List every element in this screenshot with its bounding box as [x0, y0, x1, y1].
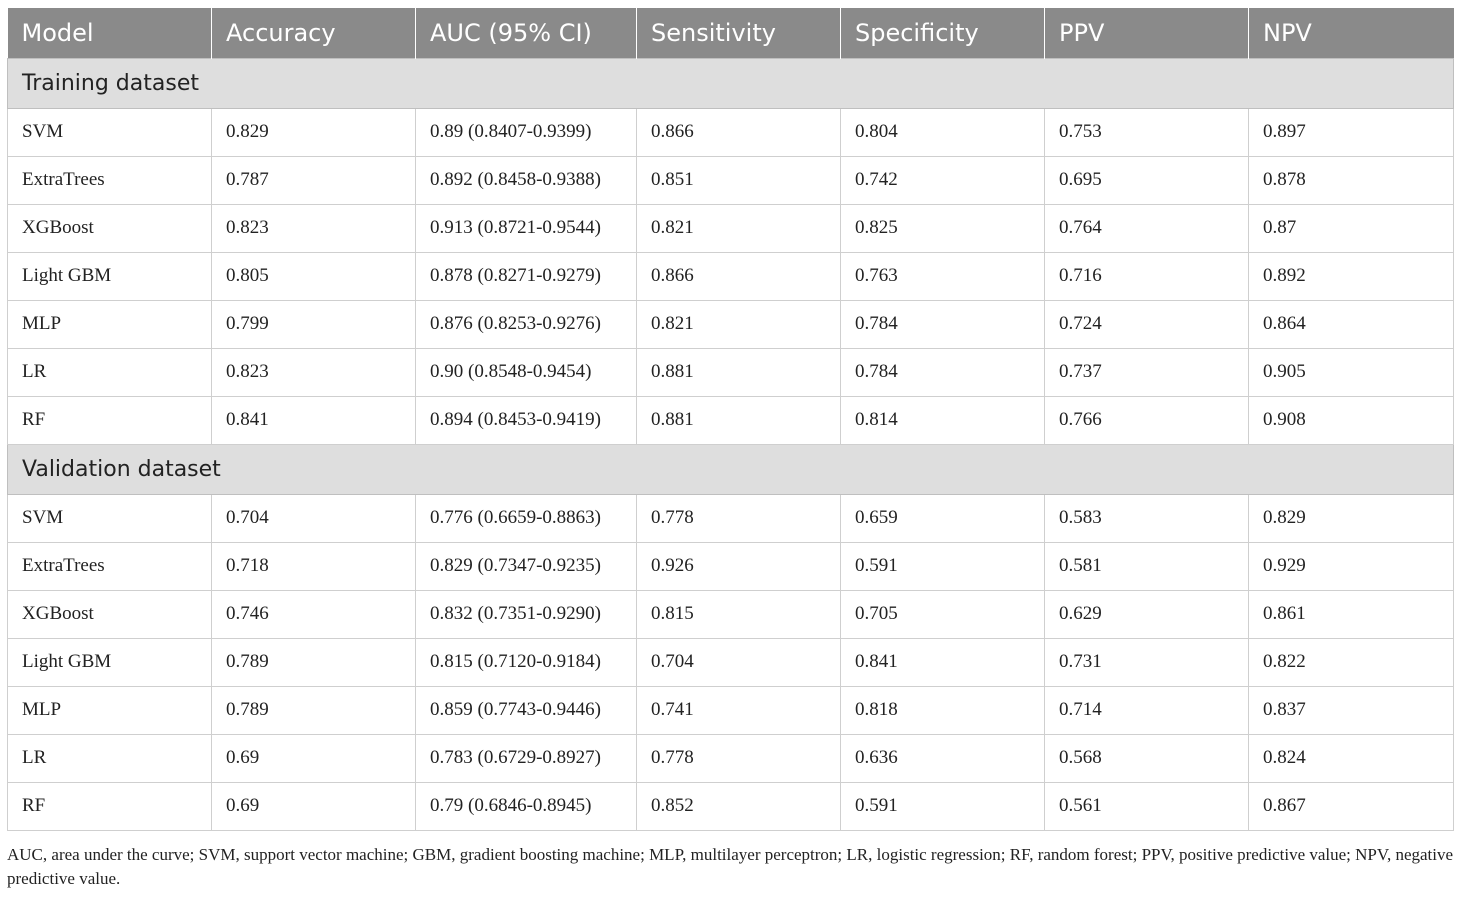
- table-cell: 0.829: [1249, 494, 1454, 542]
- table-cell: 0.704: [212, 494, 416, 542]
- table-cell: SVM: [8, 494, 212, 542]
- table-row: [8, 590, 1454, 638]
- table-cell: SVM: [8, 108, 212, 156]
- table-cell: 0.894 (0.8453-0.9419): [416, 396, 637, 444]
- table-cell: 0.897: [1249, 108, 1454, 156]
- table-cell: 0.851: [637, 156, 841, 204]
- header-sensitivity: Sensitivity: [637, 8, 841, 58]
- table-cell: 0.716: [1045, 252, 1249, 300]
- table-cell: 0.821: [637, 300, 841, 348]
- table-row: [8, 348, 1454, 396]
- table-cell: 0.581: [1045, 542, 1249, 590]
- table-cell: 0.659: [841, 494, 1045, 542]
- table-cell: 0.737: [1045, 348, 1249, 396]
- table-row: [8, 494, 1454, 542]
- table-cell: 0.908: [1249, 396, 1454, 444]
- table-cell: 0.753: [1045, 108, 1249, 156]
- table-cell: 0.823: [212, 204, 416, 252]
- table-cell: 0.583: [1045, 494, 1249, 542]
- table-row: [8, 396, 1454, 444]
- table-cell: MLP: [8, 686, 212, 734]
- table-cell: 0.905: [1249, 348, 1454, 396]
- table-cell: 0.714: [1045, 686, 1249, 734]
- table-cell: 0.821: [637, 204, 841, 252]
- table-cell: 0.87: [1249, 204, 1454, 252]
- table-cell: 0.841: [841, 638, 1045, 686]
- table-cell: 0.629: [1045, 590, 1249, 638]
- table-cell: MLP: [8, 300, 212, 348]
- table-cell: XGBoost: [8, 204, 212, 252]
- table-cell: 0.859 (0.7743-0.9446): [416, 686, 637, 734]
- table-cell: 0.568: [1045, 734, 1249, 782]
- table-cell: 0.823: [212, 348, 416, 396]
- table-cell: 0.731: [1045, 638, 1249, 686]
- table-cell: Light GBM: [8, 252, 212, 300]
- table-cell: 0.818: [841, 686, 1045, 734]
- table-cell: 0.822: [1249, 638, 1454, 686]
- table-cell: 0.825: [841, 204, 1045, 252]
- table-row: [8, 252, 1454, 300]
- header-model: Model: [8, 8, 212, 58]
- table-row: [8, 204, 1454, 252]
- table-cell: 0.89 (0.8407-0.9399): [416, 108, 637, 156]
- section-row: [8, 444, 1454, 494]
- table-cell: XGBoost: [8, 590, 212, 638]
- table-cell: 0.704: [637, 638, 841, 686]
- table-cell: 0.841: [212, 396, 416, 444]
- table-cell: 0.861: [1249, 590, 1454, 638]
- table-cell: 0.815: [637, 590, 841, 638]
- results-table-container: [7, 8, 1453, 831]
- table-cell: 0.746: [212, 590, 416, 638]
- table-cell: 0.864: [1249, 300, 1454, 348]
- table-cell: 0.776 (0.6659-0.8863): [416, 494, 637, 542]
- table-cell: 0.805: [212, 252, 416, 300]
- header-row: [8, 8, 1454, 58]
- table-cell: 0.881: [637, 396, 841, 444]
- header-auc: AUC (95% CI): [416, 8, 637, 58]
- table-row: [8, 734, 1454, 782]
- table-header: [8, 8, 1454, 58]
- table-row: [8, 108, 1454, 156]
- table-row: [8, 156, 1454, 204]
- table-cell: 0.789: [212, 686, 416, 734]
- table-cell: 0.876 (0.8253-0.9276): [416, 300, 637, 348]
- table-cell: 0.591: [841, 782, 1045, 830]
- table-cell: 0.705: [841, 590, 1045, 638]
- table-cell: RF: [8, 396, 212, 444]
- header-accuracy: Accuracy: [212, 8, 416, 58]
- header-ppv: PPV: [1045, 8, 1249, 58]
- table-cell: 0.799: [212, 300, 416, 348]
- table-cell: 0.892: [1249, 252, 1454, 300]
- table-cell: 0.878 (0.8271-0.9279): [416, 252, 637, 300]
- table-cell: 0.724: [1045, 300, 1249, 348]
- table-cell: 0.837: [1249, 686, 1454, 734]
- table-cell: 0.741: [637, 686, 841, 734]
- section-title: Validation dataset: [8, 444, 1454, 494]
- table-cell: 0.832 (0.7351-0.9290): [416, 590, 637, 638]
- table-cell: 0.878: [1249, 156, 1454, 204]
- table-cell: 0.804: [841, 108, 1045, 156]
- table-cell: 0.695: [1045, 156, 1249, 204]
- table-row: [8, 638, 1454, 686]
- table-cell: 0.778: [637, 494, 841, 542]
- table-cell: 0.79 (0.6846-0.8945): [416, 782, 637, 830]
- table-cell: RF: [8, 782, 212, 830]
- table-cell: 0.787: [212, 156, 416, 204]
- table-cell: 0.636: [841, 734, 1045, 782]
- table-cell: LR: [8, 348, 212, 396]
- table-cell: 0.783 (0.6729-0.8927): [416, 734, 637, 782]
- table-cell: 0.852: [637, 782, 841, 830]
- table-row: [8, 300, 1454, 348]
- table-cell: 0.591: [841, 542, 1045, 590]
- table-cell: 0.829: [212, 108, 416, 156]
- table-cell: LR: [8, 734, 212, 782]
- header-npv: NPV: [1249, 8, 1454, 58]
- table-cell: 0.814: [841, 396, 1045, 444]
- table-cell: ExtraTrees: [8, 156, 212, 204]
- section-row: [8, 58, 1454, 108]
- table-cell: ExtraTrees: [8, 542, 212, 590]
- table-cell: 0.866: [637, 252, 841, 300]
- table-cell: 0.561: [1045, 782, 1249, 830]
- table-cell: 0.778: [637, 734, 841, 782]
- table-cell: 0.742: [841, 156, 1045, 204]
- table-cell: 0.824: [1249, 734, 1454, 782]
- table-cell: 0.892 (0.8458-0.9388): [416, 156, 637, 204]
- table-cell: 0.815 (0.7120-0.9184): [416, 638, 637, 686]
- table-body: [8, 58, 1454, 830]
- table-row: [8, 542, 1454, 590]
- table-cell: 0.90 (0.8548-0.9454): [416, 348, 637, 396]
- table-cell: 0.764: [1045, 204, 1249, 252]
- table-cell: 0.926: [637, 542, 841, 590]
- table-cell: 0.69: [212, 734, 416, 782]
- table-cell: 0.784: [841, 300, 1045, 348]
- model-performance-table: [7, 8, 1454, 831]
- table-footnote: AUC, area under the curve; SVM, support vector machine; GBM, gradient boosting machine; MLP, multilayer perceptron; LR, logistic regression; RF, random forest; PPV, positive predictive value; NPV, negative predictive value.: [7, 845, 1454, 888]
- table-cell: 0.881: [637, 348, 841, 396]
- table-row: [8, 782, 1454, 830]
- table-cell: 0.829 (0.7347-0.9235): [416, 542, 637, 590]
- table-cell: 0.789: [212, 638, 416, 686]
- table-cell: 0.784: [841, 348, 1045, 396]
- table-cell: 0.69: [212, 782, 416, 830]
- table-cell: Light GBM: [8, 638, 212, 686]
- table-cell: 0.866: [637, 108, 841, 156]
- table-cell: 0.929: [1249, 542, 1454, 590]
- table-cell: 0.766: [1045, 396, 1249, 444]
- table-cell: 0.763: [841, 252, 1045, 300]
- table-cell: 0.867: [1249, 782, 1454, 830]
- table-cell: 0.718: [212, 542, 416, 590]
- header-specificity: Specificity: [841, 8, 1045, 58]
- table-cell: 0.913 (0.8721-0.9544): [416, 204, 637, 252]
- section-title: Training dataset: [8, 58, 1454, 108]
- table-row: [8, 686, 1454, 734]
